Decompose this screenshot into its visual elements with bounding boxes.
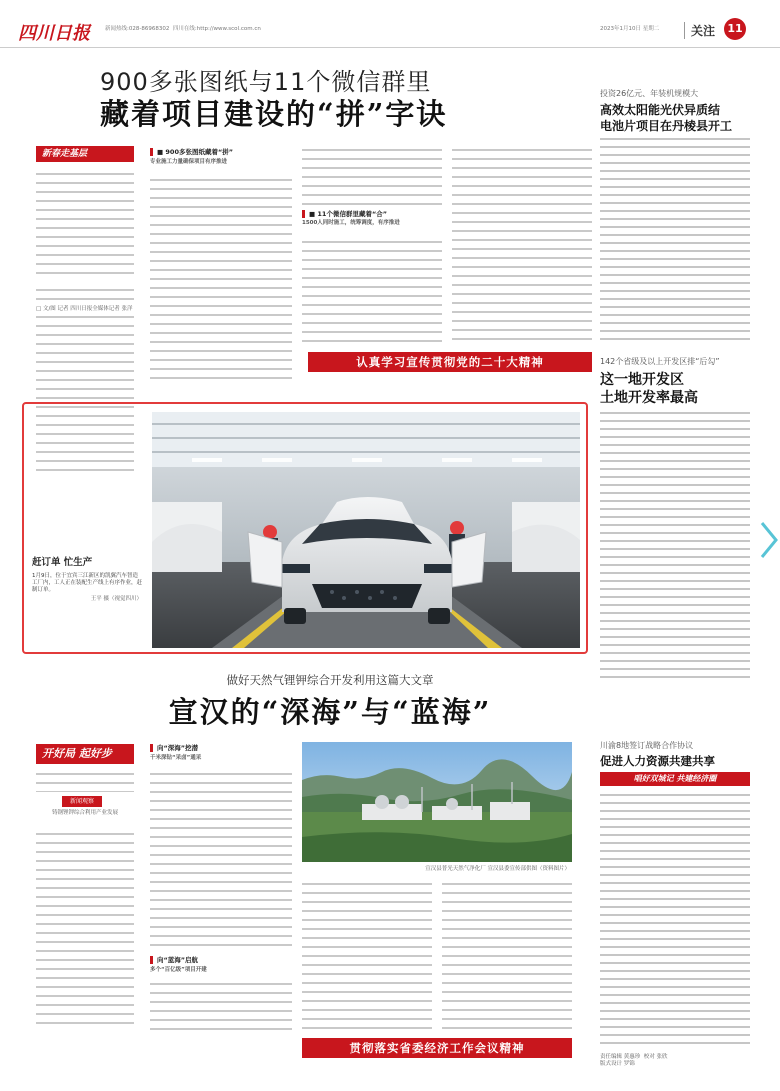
column-kicker: 新闻观察	[62, 796, 102, 807]
weekday: 星期二	[642, 26, 660, 32]
sub2: ■ 11个微信群里藏着“合”	[302, 210, 442, 218]
main-kicker: 900多张图纸与11个微信群里	[100, 68, 432, 96]
hotline: 028-86968302	[128, 26, 170, 32]
right3-band: 唱好双城记 共建经济圈	[600, 772, 750, 786]
article-text	[36, 830, 134, 1030]
right1-title1: 高效太阳能光伏异质结	[600, 103, 721, 117]
article-text	[600, 136, 750, 341]
right1-kicker: 投资26亿元、年装机规模大	[600, 89, 699, 98]
main-headline-post: 字诀	[385, 97, 448, 131]
right2-title1: 这一地开发区	[600, 372, 684, 388]
bottom-headline-q2: “蓝海”	[392, 695, 492, 729]
article-text	[150, 770, 292, 950]
bottom-sub1: 向“深海”挖潜	[150, 744, 290, 752]
bottom-headline-q1: “深海”	[261, 695, 361, 729]
footer-credits	[600, 1054, 750, 1068]
section-name: 关注	[684, 22, 715, 39]
bottom-headline-mid: 与	[361, 695, 393, 729]
photo-title: 赶订单 忙生产	[32, 557, 93, 568]
newspaper-logo: 四川日报	[18, 23, 90, 44]
bottom-headline-pre: 宣汉的	[168, 695, 262, 729]
bottom-sub2: 向“蓝海”启航	[150, 956, 290, 964]
column-note: 铸钢锂钾综合利用产业发展	[51, 810, 118, 816]
main-headline	[100, 92, 570, 133]
page-number: 11	[724, 18, 746, 40]
bottom-sub2b: 多个“百亿级”项目开建	[150, 967, 207, 973]
article-text	[600, 792, 750, 1047]
article-text	[302, 238, 442, 348]
sub1b: 专业施工力量确保项目有序推进	[150, 159, 228, 165]
right3-title: 促进人力资源共建共享	[600, 754, 715, 768]
right2-kicker: 142个省级及以上开发区排“后勾”	[600, 357, 720, 366]
article-text	[452, 146, 592, 346]
photo-caption-panel	[32, 554, 142, 603]
article-text	[36, 770, 134, 792]
landscape-photo	[302, 742, 572, 862]
right1-title2: 电池片项目在丹棱县开工	[600, 119, 733, 133]
banner-economic-meeting: 贯彻落实省委经济工作会议精神	[302, 1038, 572, 1058]
article-text	[150, 176, 292, 386]
hotline-label: 新闻热线:	[105, 26, 129, 32]
article-text	[150, 980, 292, 1030]
main-headline-pre: 藏着项目建设的	[100, 97, 318, 131]
right3-kicker: 川渝8地签订战略合作协议	[600, 741, 694, 750]
right2-title2: 土地开发率最高	[600, 390, 698, 406]
banner-study-congress: 认真学习宣传贯彻党的二十大精神	[308, 352, 592, 372]
article-text	[600, 410, 750, 680]
article-text	[302, 880, 432, 1030]
footer-editor: 责任编辑 黄惠珍	[600, 1054, 641, 1060]
footer-design: 版式设计 罗锦	[600, 1061, 635, 1067]
bottom-kicker: 做好天然气锂钾综合开发利用这篇大文章	[226, 673, 434, 687]
column-tag-spring: 新春走基层	[36, 146, 134, 162]
sub2b: 1500人同时施工，统筹调度，有序推进	[302, 220, 400, 226]
article-text	[302, 146, 442, 206]
issue-date: 2023年1月10日	[600, 26, 641, 32]
main-headline-quote: “拼”	[317, 97, 386, 131]
main-byline: □ 文/图 记者 四川日报全媒体记者 张洋	[36, 306, 136, 313]
sub1: ■ 900多张图纸藏着“拼”	[150, 148, 290, 156]
next-page-chevron-icon[interactable]	[756, 515, 780, 565]
photo-feature	[22, 402, 588, 654]
website: http://www.scol.com.cn	[196, 26, 261, 32]
masthead	[0, 14, 780, 48]
bottom-sub1b: 千米深钻“采卤”通采	[150, 755, 202, 761]
photo-caption-bottom	[420, 866, 570, 873]
column-banner-good-start: 开好局 起好步	[36, 744, 134, 764]
article-text	[36, 170, 134, 280]
bottom-headline	[110, 690, 550, 731]
article-text	[442, 880, 572, 1030]
photo-credit: 王平 摄（视觉四川）	[90, 596, 142, 602]
factory-photo	[152, 412, 580, 648]
footer-check: 校对 张欣	[643, 1054, 668, 1060]
bottom-photo-caption: 宣汉县普光天然气净化厂	[425, 866, 486, 872]
photo-caption: 1月9日，位于宜宾三江新区的凯翼汽车智造工厂内，工人正在装配生产线上有序作业，赶制订单。	[32, 573, 143, 593]
bottom-photo-credit: 宣汉县委宣传部供图（资料图片）	[487, 866, 570, 872]
web-label: 四川在线:	[172, 26, 197, 32]
